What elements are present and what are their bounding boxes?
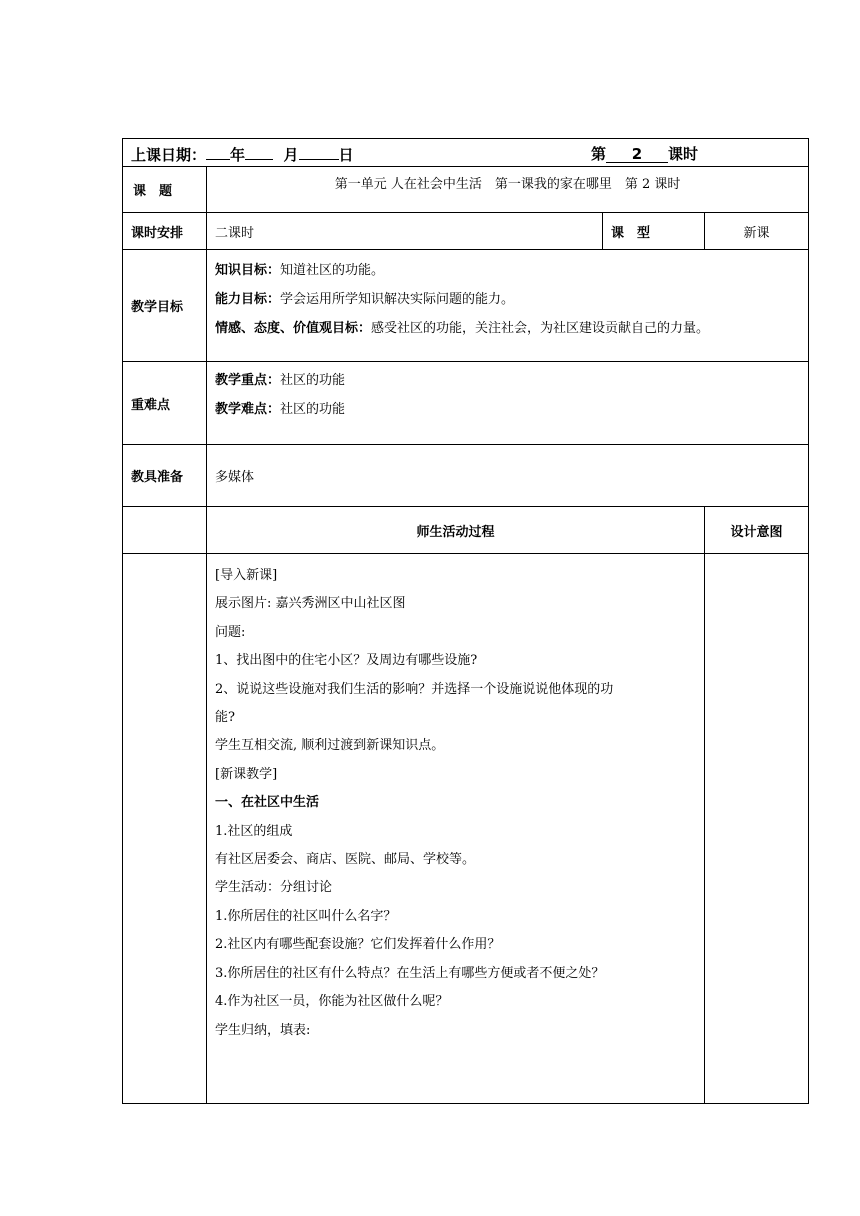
- materials-label: 教具准备: [123, 445, 207, 507]
- goal-knowledge: 知识目标：知道社区的功能。: [215, 263, 385, 278]
- year-unit: 年: [230, 146, 246, 164]
- design-intent-content: [705, 554, 809, 1104]
- focus-key-point: 教学重点：社区的功能: [215, 373, 346, 388]
- process-content: [207, 554, 705, 1104]
- design-intent-header: 设计意图: [705, 507, 809, 554]
- process-line: 1、找出图中的住宅小区？及周边有哪些设施?: [215, 653, 478, 669]
- schedule-value: 二课时: [207, 213, 603, 250]
- period-suffix: 课时: [668, 145, 699, 163]
- goal-attitude: 情感、态度、价值观目标：感受社区的功能，关注社会，为社区建设贡献自己的力量。: [215, 321, 710, 336]
- process-line: 2.社区内有哪些配套设施？它们发挥着什么作用？: [215, 937, 501, 953]
- month-blank: [245, 143, 273, 160]
- process-line: 学生互相交流, 顺利过渡到新课知识点。: [215, 738, 445, 754]
- focus-content: [207, 362, 809, 445]
- day-blank: [299, 143, 339, 160]
- process-line: 展示图片: 嘉兴秀洲区中山社区图: [215, 596, 406, 612]
- topic-label: 课 题: [123, 167, 207, 213]
- process-line: 1.你所居住的社区叫什么名字？: [215, 908, 397, 924]
- process-line: 有社区居委会、商店、医院、邮局、学校等。: [215, 852, 476, 868]
- topic-row: [123, 167, 809, 213]
- process-header-empty: [123, 507, 207, 554]
- materials-row: [123, 445, 809, 507]
- type-label: 课 型: [603, 213, 705, 250]
- materials-value: 多媒体: [207, 445, 809, 507]
- process-row: [123, 554, 809, 1104]
- focus-label: 重难点: [123, 362, 207, 445]
- process-line: 学生归纳，填表:: [215, 1022, 311, 1038]
- process-line: 2、说说这些设施对我们生活的影响？并选择一个设施说说他体现的功: [215, 681, 614, 697]
- date-row: [123, 139, 809, 167]
- process-line: 问题:: [215, 624, 246, 640]
- year-blank: [206, 143, 230, 160]
- schedule-row: [123, 213, 809, 250]
- process-line: 一、在社区中生活: [215, 795, 320, 811]
- lesson-plan-table: [122, 138, 809, 1104]
- process-line: 能?: [215, 710, 235, 726]
- process-line: 3.你所居住的社区有什么特点？在生活上有哪些方便或者不便之处？: [215, 965, 605, 981]
- process-line: 4.作为社区一员，你能为社区做什么呢？: [215, 994, 449, 1010]
- goals-content: [207, 250, 809, 362]
- month-unit: 月: [283, 146, 299, 164]
- focus-row: [123, 362, 809, 445]
- date-label: 上课日期：: [131, 146, 207, 164]
- day-unit: 日: [338, 146, 354, 164]
- process-line: 学生活动：分组讨论: [215, 880, 333, 896]
- focus-difficult-point: 教学难点：社区的功能: [215, 402, 346, 417]
- process-line: 1.社区的组成: [215, 823, 293, 839]
- process-header-row: [123, 507, 809, 554]
- goals-row: [123, 250, 809, 362]
- period-prefix: 第: [591, 145, 607, 163]
- process-empty-label: [123, 554, 207, 1104]
- process-line: [新课教学]: [215, 766, 278, 782]
- date-cell: [123, 139, 809, 167]
- goals-label: 教学目标: [123, 250, 207, 362]
- goal-ability: 能力目标：学会运用所学知识解决实际问题的能力。: [215, 292, 515, 307]
- process-line: [导入新课]: [215, 568, 278, 583]
- period-number: 2: [606, 146, 668, 163]
- process-header-title: 师生活动过程: [207, 507, 705, 554]
- type-value: 新课: [705, 213, 809, 250]
- schedule-label: 课时安排: [123, 213, 207, 250]
- lesson-plan-sheet: [122, 138, 808, 1104]
- topic-value: 第一单元 人在社会中生活 第一课我的家在哪里 第 2 课时: [207, 167, 809, 213]
